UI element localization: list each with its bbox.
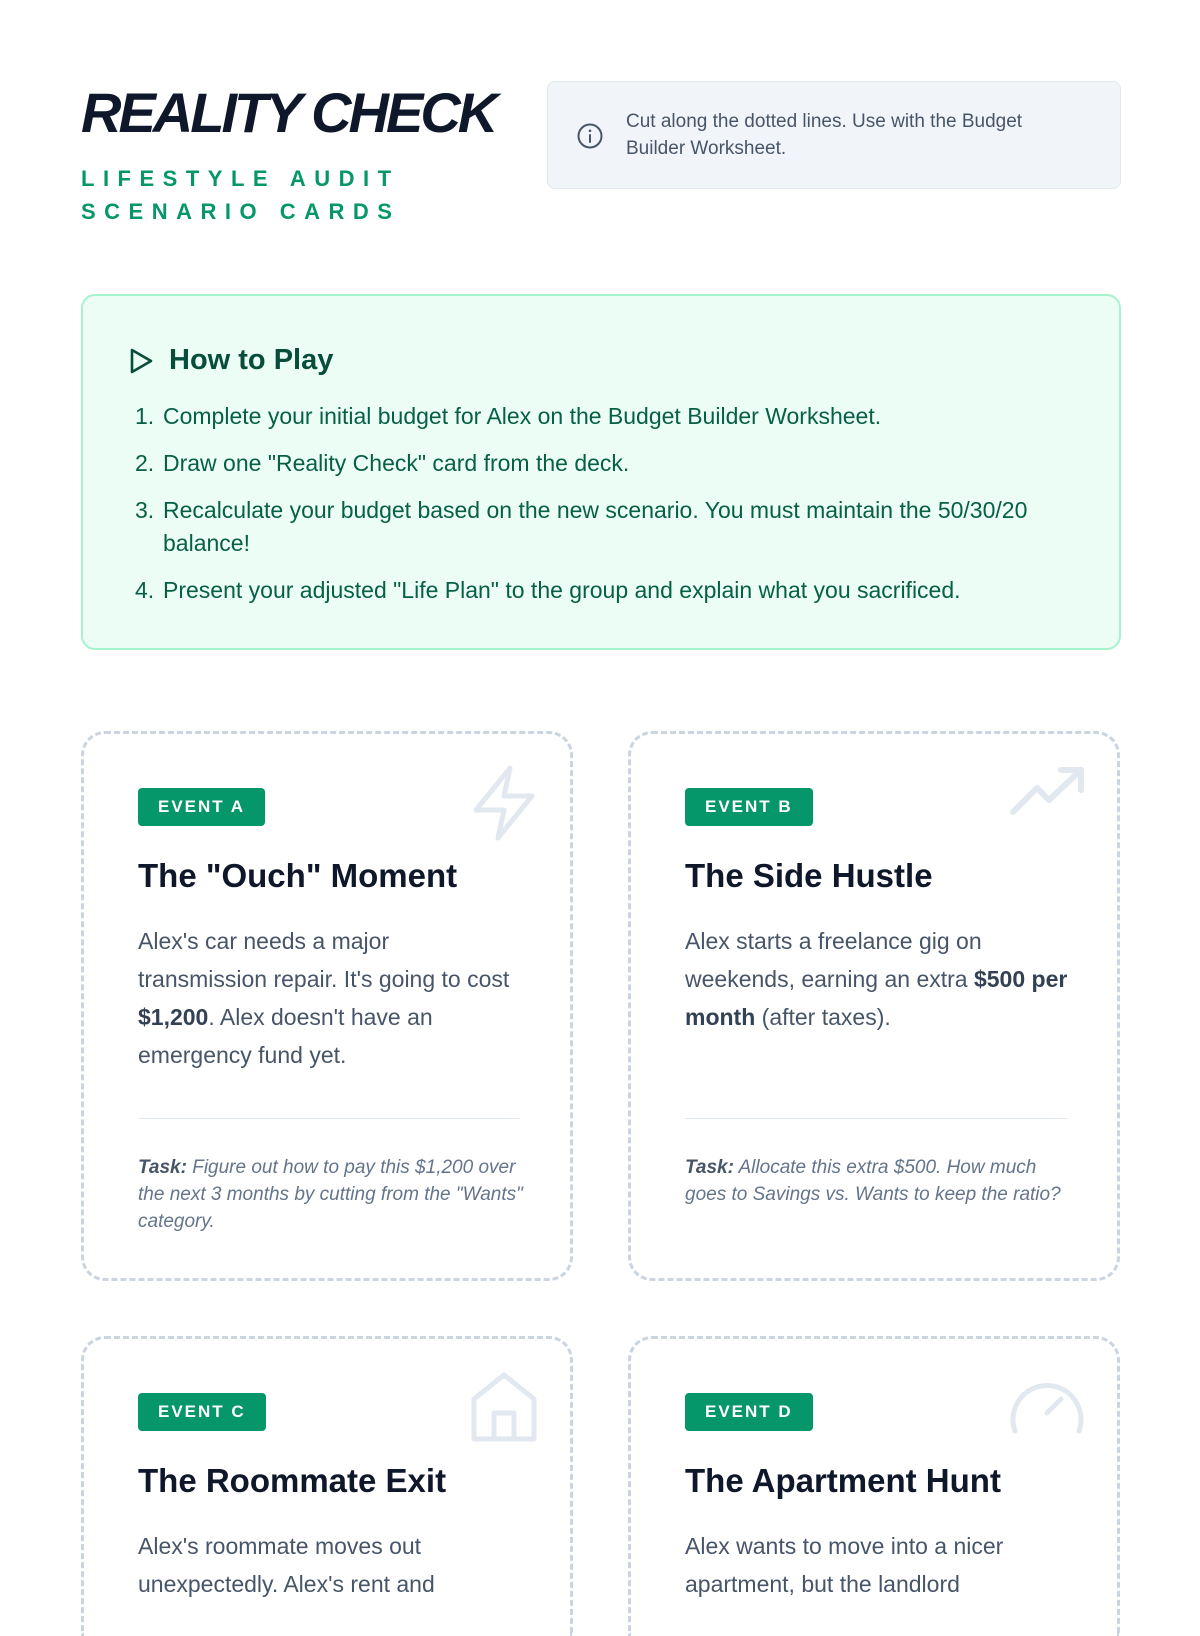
card-divider [138, 1118, 520, 1119]
step-number: 4. [135, 577, 155, 603]
step-item [135, 574, 1055, 607]
event-badge: EVENT B [685, 788, 813, 826]
lightning-icon [468, 764, 540, 842]
scenario-card-a [81, 731, 573, 1281]
play-icon [127, 346, 155, 376]
instruction-note [547, 81, 1121, 189]
home-icon [468, 1369, 540, 1445]
event-badge: EVENT A [138, 788, 265, 826]
card-task: Task: Allocate this extra $500. How much goes to Savings vs. Wants to keep the ratio? [685, 1157, 1061, 1205]
scenario-card-c [81, 1336, 573, 1636]
step-text: Recalculate your budget based on the new scenario. You must maintain the 50/30/20 balance! [163, 497, 1028, 556]
card-description: Alex wants to move into a nicer apartment, but the landlord [685, 1533, 1004, 1597]
scenario-card-b [628, 731, 1120, 1281]
page-title: REALITY CHECK [81, 81, 496, 144]
instruction-note-text: Cut along the dotted lines. Use with the Budget Builder Worksheet. [626, 111, 1023, 159]
card-title: The "Ouch" Moment [138, 857, 458, 894]
event-badge: EVENT C [138, 1393, 266, 1431]
step-item [135, 400, 1055, 433]
gauge-icon [1007, 1369, 1087, 1435]
card-title: The Roommate Exit [138, 1462, 447, 1499]
card-title: The Apartment Hunt [685, 1462, 1001, 1499]
card-divider [685, 1118, 1067, 1119]
how-to-play-panel [81, 294, 1121, 650]
step-text: Present your adjusted "Life Plan" to the group and explain what you sacrificed. [163, 577, 961, 603]
step-item [135, 447, 1055, 480]
step-text: Draw one "Reality Check" card from the deck. [163, 450, 630, 476]
info-icon [576, 122, 604, 150]
event-badge: EVENT D [685, 1393, 813, 1431]
step-item [135, 494, 1055, 560]
trending-up-icon [1009, 764, 1087, 824]
card-description: Alex starts a freelance gig on weekends, earning an extra $500 per month (after taxes). [685, 928, 1068, 1030]
page-header [81, 80, 1121, 240]
card-description: Alex's car needs a major transmission repair. It's going to cost $1,200. Alex doesn't have an emergency fund yet. [138, 928, 510, 1068]
card-description: Alex's roommate moves out unexpectedly. Alex's rent and [138, 1533, 435, 1597]
card-task: Task: Figure out how to pay this $1,200 over the next 3 months by cutting from the "Wants" category. [138, 1157, 523, 1232]
step-number: 1. [135, 403, 155, 429]
card-title: The Side Hustle [685, 857, 933, 894]
step-number: 2. [135, 450, 155, 476]
scenario-card-d [628, 1336, 1120, 1636]
how-to-play-title: How to Play [169, 344, 334, 376]
steps-list [135, 400, 1055, 621]
step-number: 3. [135, 497, 155, 523]
step-text: Complete your initial budget for Alex on the Budget Builder Worksheet. [163, 403, 882, 429]
page-subtitle: LIFESTYLE AUDIT SCENARIO CARDS [81, 166, 401, 224]
